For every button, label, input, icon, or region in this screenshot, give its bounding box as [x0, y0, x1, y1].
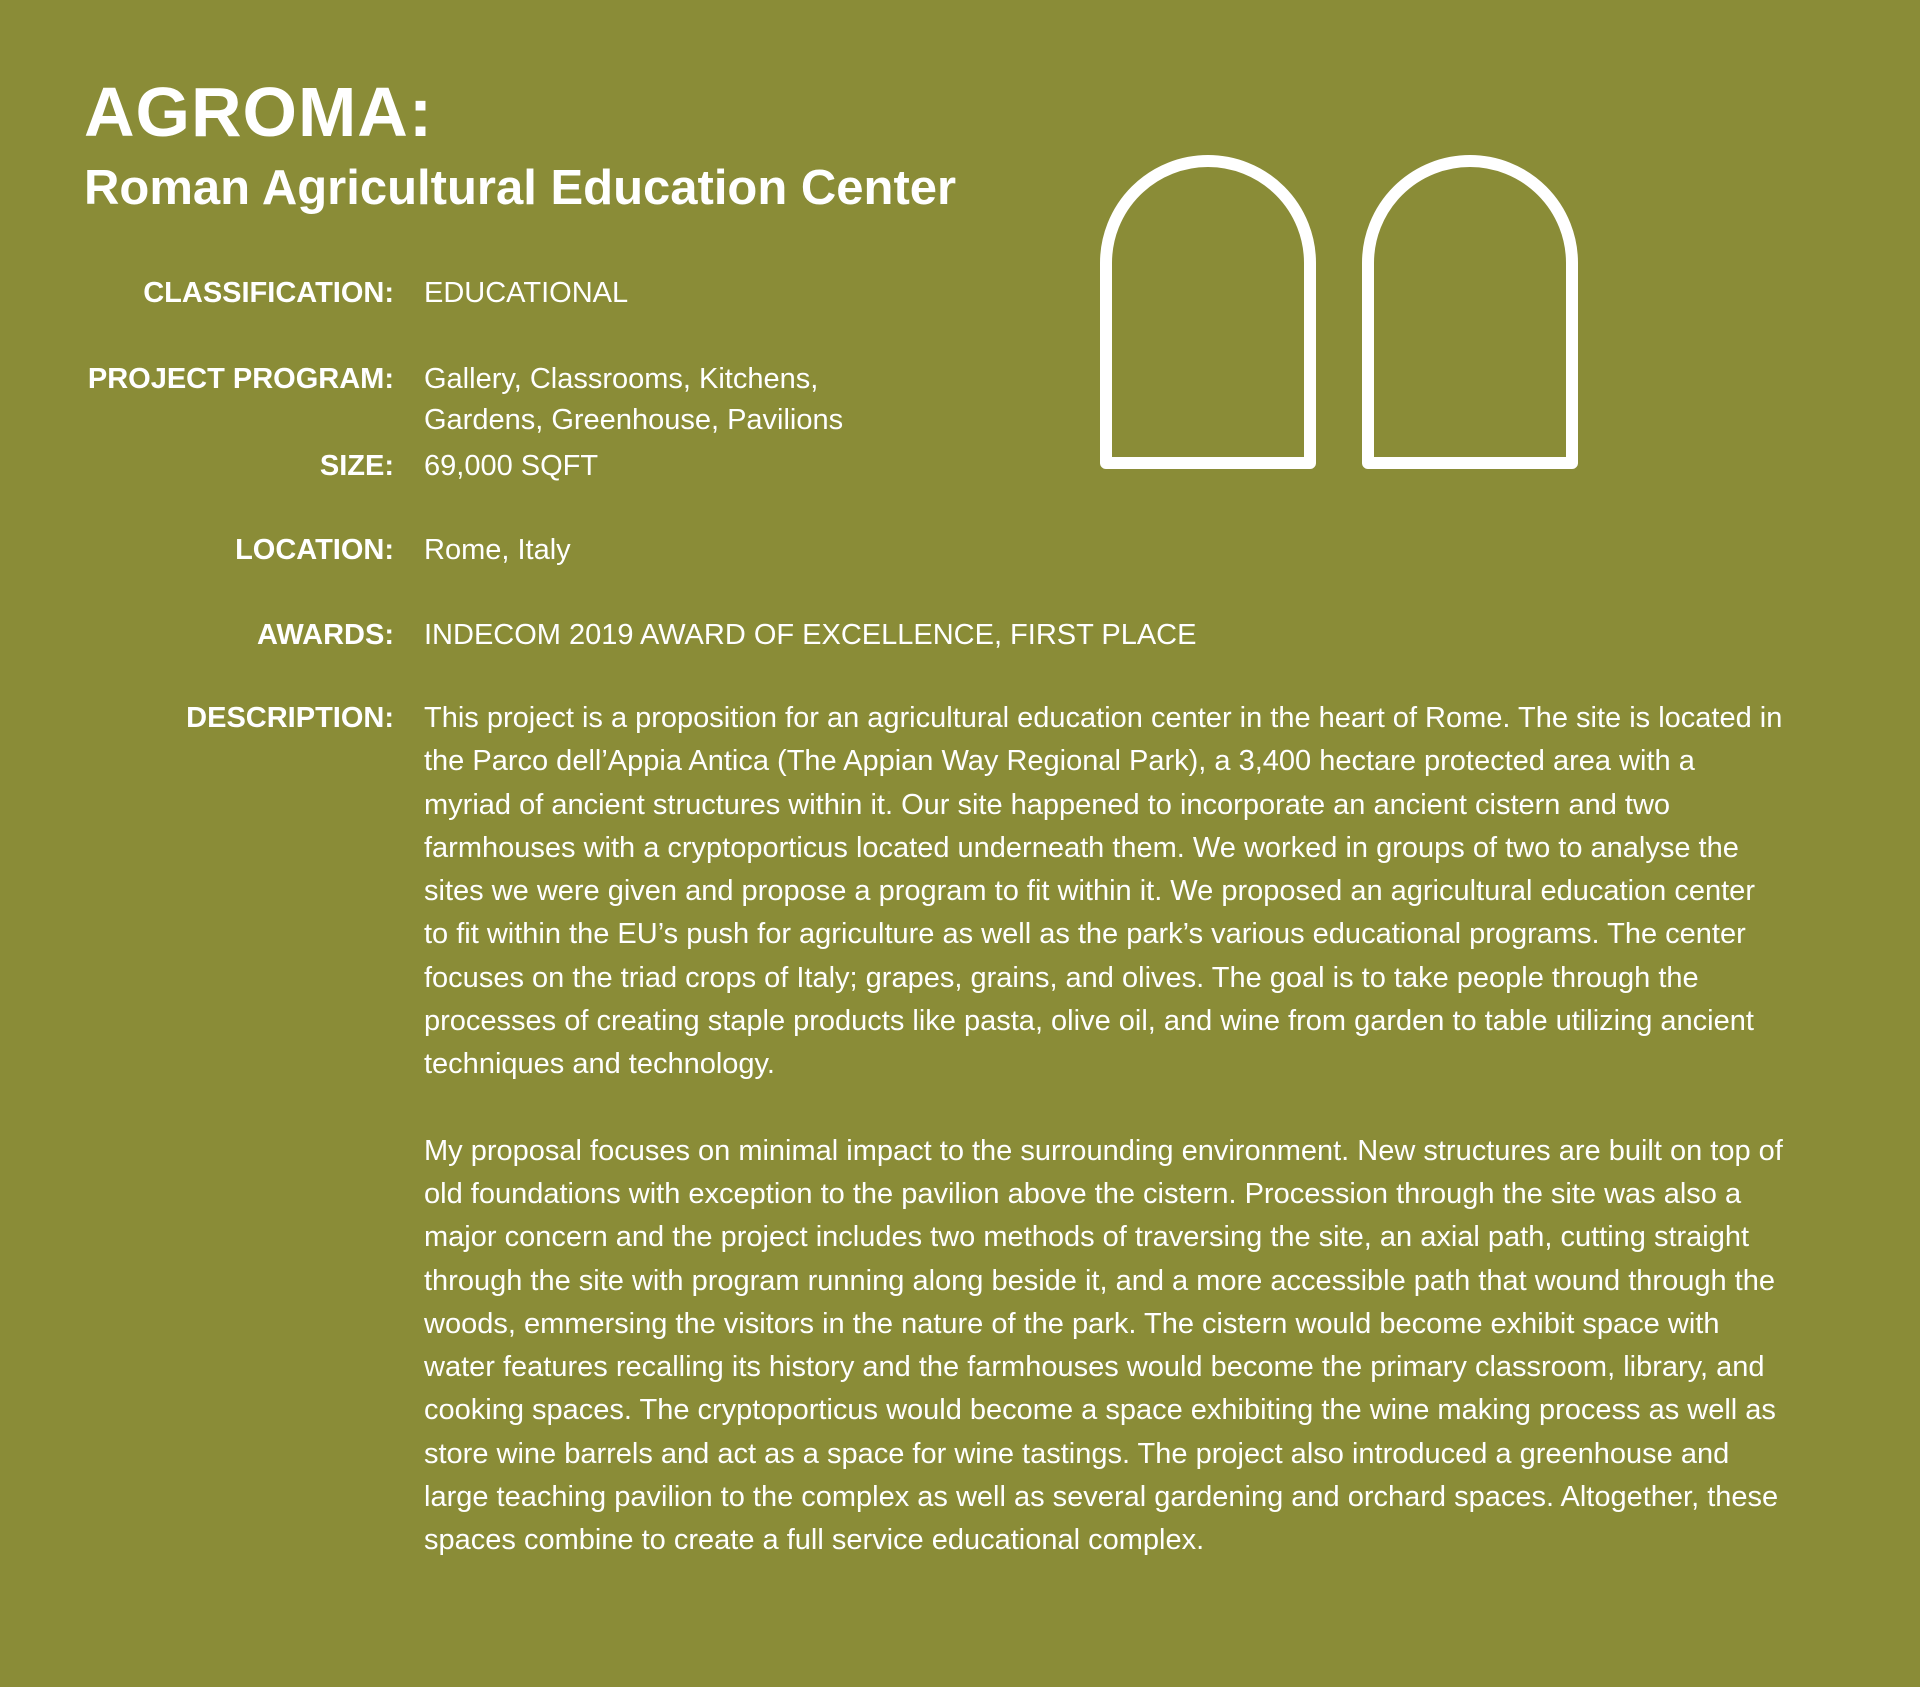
awards-label: AWARDS:	[257, 619, 394, 651]
program-value-line-2: Gardens, Greenhouse, Pavilions	[424, 404, 844, 436]
classification-label: CLASSIFICATION:	[143, 277, 394, 309]
page-subtitle: Roman Agricultural Education Center	[84, 161, 957, 215]
page-title: AGROMA:	[84, 73, 434, 151]
description-paragraph-2: My proposal focuses on minimal impact to the surrounding environment. New structures are built on top of old foundations with exception to the pavilion above the cistern. Procession through the site was also a major concern and the project includes two methods of traversing the site, an axial path, cutting straight through the site with program running along beside it, and a more accessible path that wound through the woods, emmersing the visitors in the nature of the park. The cistern would become exhibit space with water features recalling its history and the farmhouses would become the primary classroom, library, and cooking spaces. The cryptoporticus would become a space exhibiting the wine making process as well as store wine barrels and act as a space for wine tastings. The project also introduced a greenhouse and large teaching pavilion to the complex as well as several gardening and orchard spaces. Altogether, these spaces combine to create a full service educational complex.	[424, 1134, 1783, 1557]
description-label: DESCRIPTION:	[186, 702, 394, 734]
size-label: SIZE:	[319, 450, 394, 482]
description-text	[424, 697, 1784, 1563]
location-value: Rome, Italy	[424, 534, 571, 566]
location-label: LOCATION:	[235, 534, 394, 566]
classification-value: EDUCATIONAL	[424, 277, 629, 309]
program-value-line-1: Gallery, Classrooms, Kitchens,	[424, 363, 819, 395]
description-paragraph-1: This project is a proposition for an agricultural education center in the heart of Rome. The site is located in the Parco dell’Appia Antica (The Appian Way Regional Park), a 3,400 hectare protected area with a myriad of ancient structures within it. Our site happened to incorporate an ancient cistern and two farmhouses with a cryptoporticus located underneath them. We worked in groups of two to analyse the sites we were given and propose a program to fit within it. We proposed an agricultural education center to fit within the EU’s push for agriculture as well as the park’s various educational programs. The center focuses on the triad crops of Italy; grapes, grains, and olives. The goal is to take people through the processes of creating staple products like pasta, olive oil, and wine from garden to table utilizing ancient techniques and technology.	[424, 702, 1783, 1081]
awards-value: INDECOM 2019 AWARD OF EXCELLENCE, FIRST PLACE	[424, 619, 1197, 651]
left-arch-icon	[1106, 161, 1310, 463]
twin-arch-windows-icon	[1098, 153, 1578, 473]
program-label: PROJECT PROGRAM:	[87, 363, 394, 395]
size-value: 69,000 SQFT	[424, 450, 599, 482]
right-arch-icon	[1368, 161, 1572, 463]
